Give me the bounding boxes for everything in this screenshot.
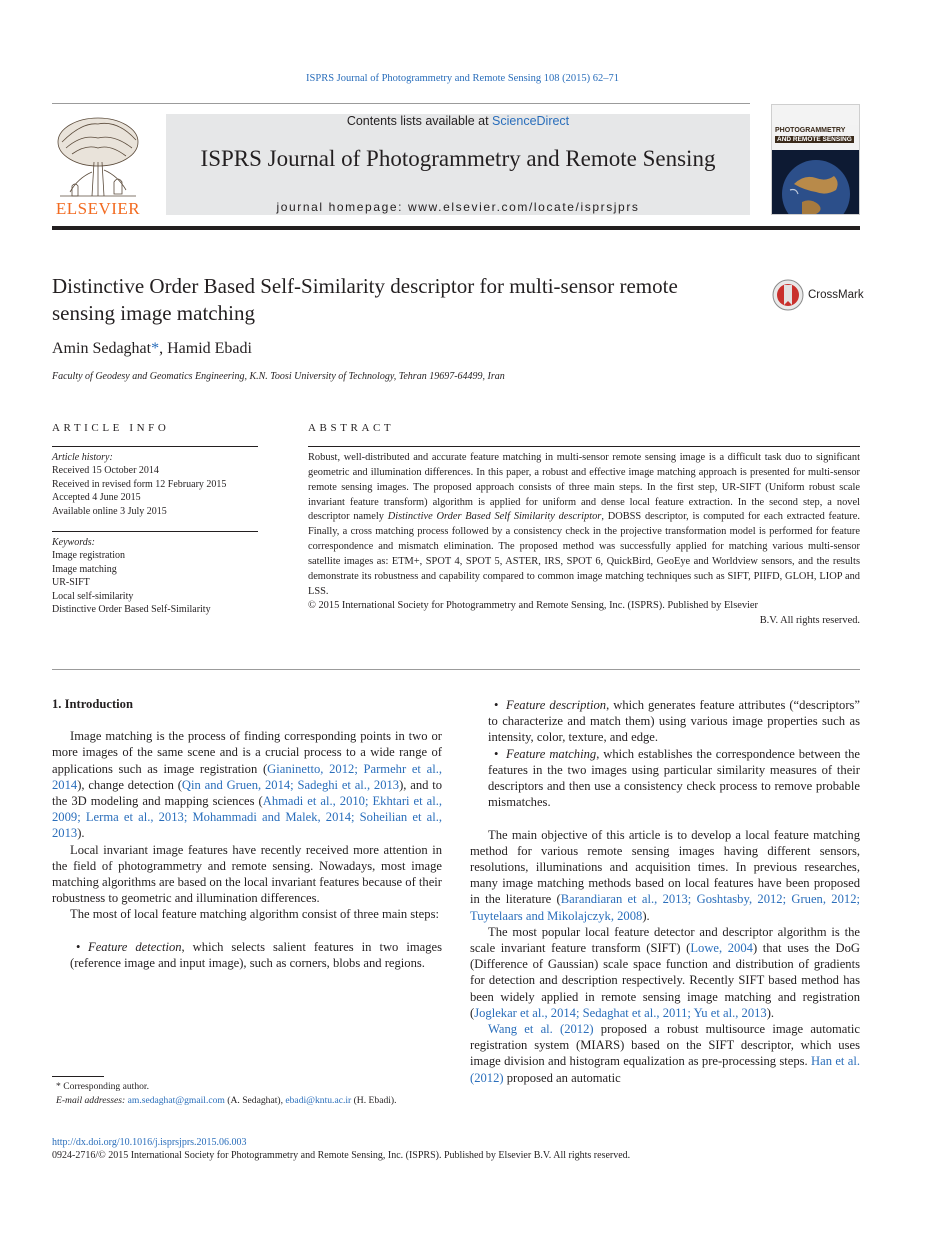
elsevier-wordmark: ELSEVIER bbox=[55, 199, 141, 218]
bullet-term: Feature description bbox=[506, 698, 607, 712]
text: ). bbox=[766, 1005, 775, 1020]
keywords-label: Keywords: bbox=[52, 537, 95, 548]
keyword-item: Image matching bbox=[52, 563, 117, 575]
bullet-text: , which establishes the correspondence between the features in the two images using particular similarity measures of their descriptors and then use a consistency check process to remove probable mismatches. bbox=[488, 746, 861, 810]
author-2: Hamid Ebadi bbox=[167, 340, 252, 357]
email-owner-2: (H. Ebadi). bbox=[351, 1094, 397, 1106]
journal-homepage[interactable]: journal homepage: www.elsevier.com/locate/isprsjprs bbox=[276, 200, 640, 214]
crossmark-label[interactable]: CrossMark bbox=[808, 289, 864, 301]
crossmark-icon[interactable] bbox=[772, 279, 808, 311]
email-link-1[interactable]: am.sedaghat@gmail.com bbox=[127, 1094, 225, 1106]
text: ). bbox=[77, 826, 85, 841]
citation-link[interactable]: Qin and Gruen, 2014; Sadeghi et al., 2013 bbox=[181, 777, 400, 792]
body-left-column bbox=[52, 696, 442, 971]
bullet-icon: • bbox=[494, 746, 499, 761]
author-1: Amin Sedaghat bbox=[52, 340, 152, 357]
text: proposed a robust multisource image automatic registration system (MIARS) based on the SIFT descriptor, which uses image division and histogram equalization as pre-processing steps. bbox=[470, 1022, 860, 1069]
intro-paragraph-1 bbox=[52, 728, 442, 841]
abstract-text bbox=[308, 451, 860, 629]
text: The most popular local feature detector and descriptor algorithm is the scale invariant feature transform (SIFT) ( bbox=[470, 924, 860, 956]
earth-globe-icon bbox=[772, 150, 859, 214]
keyword-item: Local self-similarity bbox=[52, 590, 134, 602]
citation-link[interactable]: Ahmadi et al., 2010; Ekhtari et al., 2009; Lerma et al., 2013; Mohammadi and Malek, 2014; Soheilian et al., 2013 bbox=[52, 794, 442, 841]
article-title: Distinctive Order Based Self-Similarity descriptor for multi-sensor remote sensing image matching bbox=[52, 274, 678, 325]
intro-paragraph-3: The most of local feature matching algorithm consist of three main steps: bbox=[70, 907, 439, 922]
abstract-rule bbox=[308, 446, 860, 447]
text: Image matching is the process of finding corresponding points in two or more images of the same scene and is a crucial process to a wide range of applications such as image registration ( bbox=[52, 729, 442, 776]
text: The main objective of this article is to develop a local feature matching method for various remote sensing images having different sensors, resolutions, illuminations and acquisition times. In previous researches, many image matching methods based on local features have been proposed in the literature ( bbox=[470, 827, 860, 907]
abstract-emphasis: Distinctive Order Based Self Similarity descriptor bbox=[387, 511, 602, 523]
email-label: E-mail addresses: bbox=[56, 1094, 128, 1106]
history-item: Accepted 4 June 2015 bbox=[52, 492, 141, 504]
history-item: Received 15 October 2014 bbox=[52, 465, 159, 477]
contents-prefix: Contents lists available at bbox=[346, 114, 493, 128]
bullet-icon: • bbox=[494, 698, 499, 712]
doi-link[interactable]: http://dx.doi.org/10.1016/j.isprsjprs.2015.06.003 bbox=[52, 1137, 247, 1148]
text: ), and to the 3D modeling and mapping sciences ( bbox=[52, 777, 442, 809]
issn-copyright: 0924-2716/© 2015 International Society for Photogrammetry and Remote Sensing, Inc. (ISPRS). Published by Elsevier B.V. All rights reserved. bbox=[52, 1150, 631, 1161]
footnote-rule bbox=[52, 1076, 104, 1077]
bullet-text: , which selects salient features in two images (reference image and input image), such as corners, blobs and regions. bbox=[70, 939, 442, 971]
intro-paragraph-4 bbox=[470, 827, 860, 924]
journal-cover-image[interactable] bbox=[771, 104, 860, 215]
citation-link[interactable]: Han et al. (2012) bbox=[470, 1054, 860, 1085]
footnote bbox=[52, 1080, 442, 1107]
text: ) that uses the DoG (Difference of Gaussian) scale space function and distribution of gradients for detection and description respectively. Recently SIFT based method has been widely applied in remote sensing image matching and registration ( bbox=[470, 941, 860, 1020]
text: proposed an automatic bbox=[503, 1070, 621, 1085]
citation-link[interactable]: Lowe, 2004 bbox=[690, 941, 753, 956]
keywords-rule bbox=[52, 531, 258, 532]
citation-link[interactable]: Joglekar et al., 2014; Sedaghat et al., 2011; Yu et al., 2013 bbox=[474, 1005, 767, 1020]
citation-link[interactable]: Gianinetto, 2012; Parmehr et al., 2014 bbox=[52, 761, 442, 792]
affiliation: Faculty of Geodesy and Geomatics Engineering, K.N. Toosi University of Technology, Tehran 19697-64499, Iran bbox=[52, 371, 505, 382]
abstract-copyright bbox=[308, 599, 860, 614]
intro-paragraph-2: Local invariant image features have recently received more attention in the field of photogrammetry and remote sensing. Nowadays, most image matching algorithms are based on the local invariant features because of their robustness to geometric and illumination differences. bbox=[52, 842, 442, 906]
bullet-text: , which generates feature attributes (“descriptors” to characterize and match them) using various image properties such as intensity, color, texture, and edge. bbox=[488, 698, 860, 745]
body-right-column bbox=[470, 697, 860, 1086]
abstract-bottom-rule bbox=[52, 669, 860, 670]
cover-title-2: AND REMOTE SENSING bbox=[777, 136, 852, 143]
citation-link[interactable]: Barandiaran et al., 2013; Goshtasby, 2012; Gruen, 2012; Tuytelaars and Mikolajczyk, 2008 bbox=[470, 892, 860, 923]
copyright-line-1: © 2015 International Society for Photogrammetry and Remote Sensing, Inc. (ISPRS). Published by Elsevier bbox=[308, 600, 759, 612]
bullet-term: Feature detection bbox=[88, 939, 182, 954]
text: ), change detection ( bbox=[77, 777, 182, 792]
intro-paragraph-6 bbox=[470, 1021, 860, 1086]
article-info-caption: ARTICLE INFO bbox=[52, 422, 170, 434]
citation-link[interactable]: Wang et al. (2012) bbox=[488, 1022, 594, 1037]
abstract-part: Robust, well-distributed and accurate feature matching in multi-sensor remote sensing image is a difficult task duo to significant geometric and illumination differences. In this paper, a robust and effective image matching approach is presented for multi-sensor remote sensing images. The proposed approach consists of three main steps. In the first step, UR-SIFT (Uniform robust scale invariant feature transform) algorithm is applied for uniform and dense local feature extraction. In the second step, a novel descriptor namely bbox=[308, 452, 860, 523]
history-item: Received in revised form 12 February 2015 bbox=[52, 478, 227, 490]
abstract-part: , DOBSS descriptor, is computed for each extracted feature. Finally, a cross matching process followed by a consistency check in the projective transformation model is performed for feature correspondence and mismatch elimination. The proposed method was successfully applied for matching various multi-sensor satellite images as: ETM+, SPOT 4, SPOT 5, ASTER, IRS, SPOT 6, QuickBird, GeoEye and Worldview sensors, and the results demonstrate its robustness and capability compared to common image matching techniques such as SIFT, PIIFD, GLOH, LIOP and LSS. bbox=[308, 511, 860, 597]
intro-paragraph-5 bbox=[470, 924, 860, 1021]
keywords bbox=[52, 536, 258, 616]
keyword-item: Distinctive Order Based Self-Similarity bbox=[52, 604, 211, 616]
header-thick-rule bbox=[52, 226, 860, 230]
text: ). bbox=[642, 908, 650, 923]
bullet-term: Feature matching bbox=[506, 746, 597, 761]
email-note bbox=[52, 1094, 442, 1108]
section-heading: 1. Introduction bbox=[52, 697, 133, 711]
journal-citation-link[interactable]: ISPRS Journal of Photogrammetry and Remote Sensing 108 (2015) 62–71 bbox=[306, 73, 619, 84]
header-rule bbox=[52, 103, 750, 104]
history-label: Article history: bbox=[52, 452, 113, 463]
bullet-icon: • bbox=[76, 939, 81, 954]
author-separator: , bbox=[159, 340, 168, 357]
journal-title: ISPRS Journal of Photogrammetry and Remote Sensing bbox=[200, 146, 716, 171]
email-link-2[interactable]: ebadi@kntu.ac.ir bbox=[285, 1094, 352, 1106]
keyword-item: Image registration bbox=[52, 550, 126, 562]
history-item: Available online 3 July 2015 bbox=[52, 505, 167, 517]
article-info-rule bbox=[52, 446, 258, 447]
copyright-line-2: B.V. All rights reserved. bbox=[759, 615, 860, 627]
cover-title-1: PHOTOGRAMMETRY bbox=[775, 127, 846, 134]
abstract-caption: ABSTRACT bbox=[308, 422, 395, 434]
list-item bbox=[52, 939, 442, 971]
sciencedirect-link[interactable]: ScienceDirect bbox=[492, 114, 570, 128]
corresponding-author-mark[interactable]: * bbox=[151, 340, 160, 357]
keyword-item: UR-SIFT bbox=[52, 577, 90, 589]
email-owner-1: (A. Sedaghat), bbox=[224, 1094, 286, 1106]
list-item bbox=[470, 746, 860, 811]
author-list bbox=[52, 340, 252, 358]
corresponding-author-note: * Corresponding author. bbox=[56, 1081, 149, 1092]
list-item bbox=[470, 697, 860, 746]
contents-line bbox=[166, 114, 750, 128]
article-history bbox=[52, 451, 258, 518]
